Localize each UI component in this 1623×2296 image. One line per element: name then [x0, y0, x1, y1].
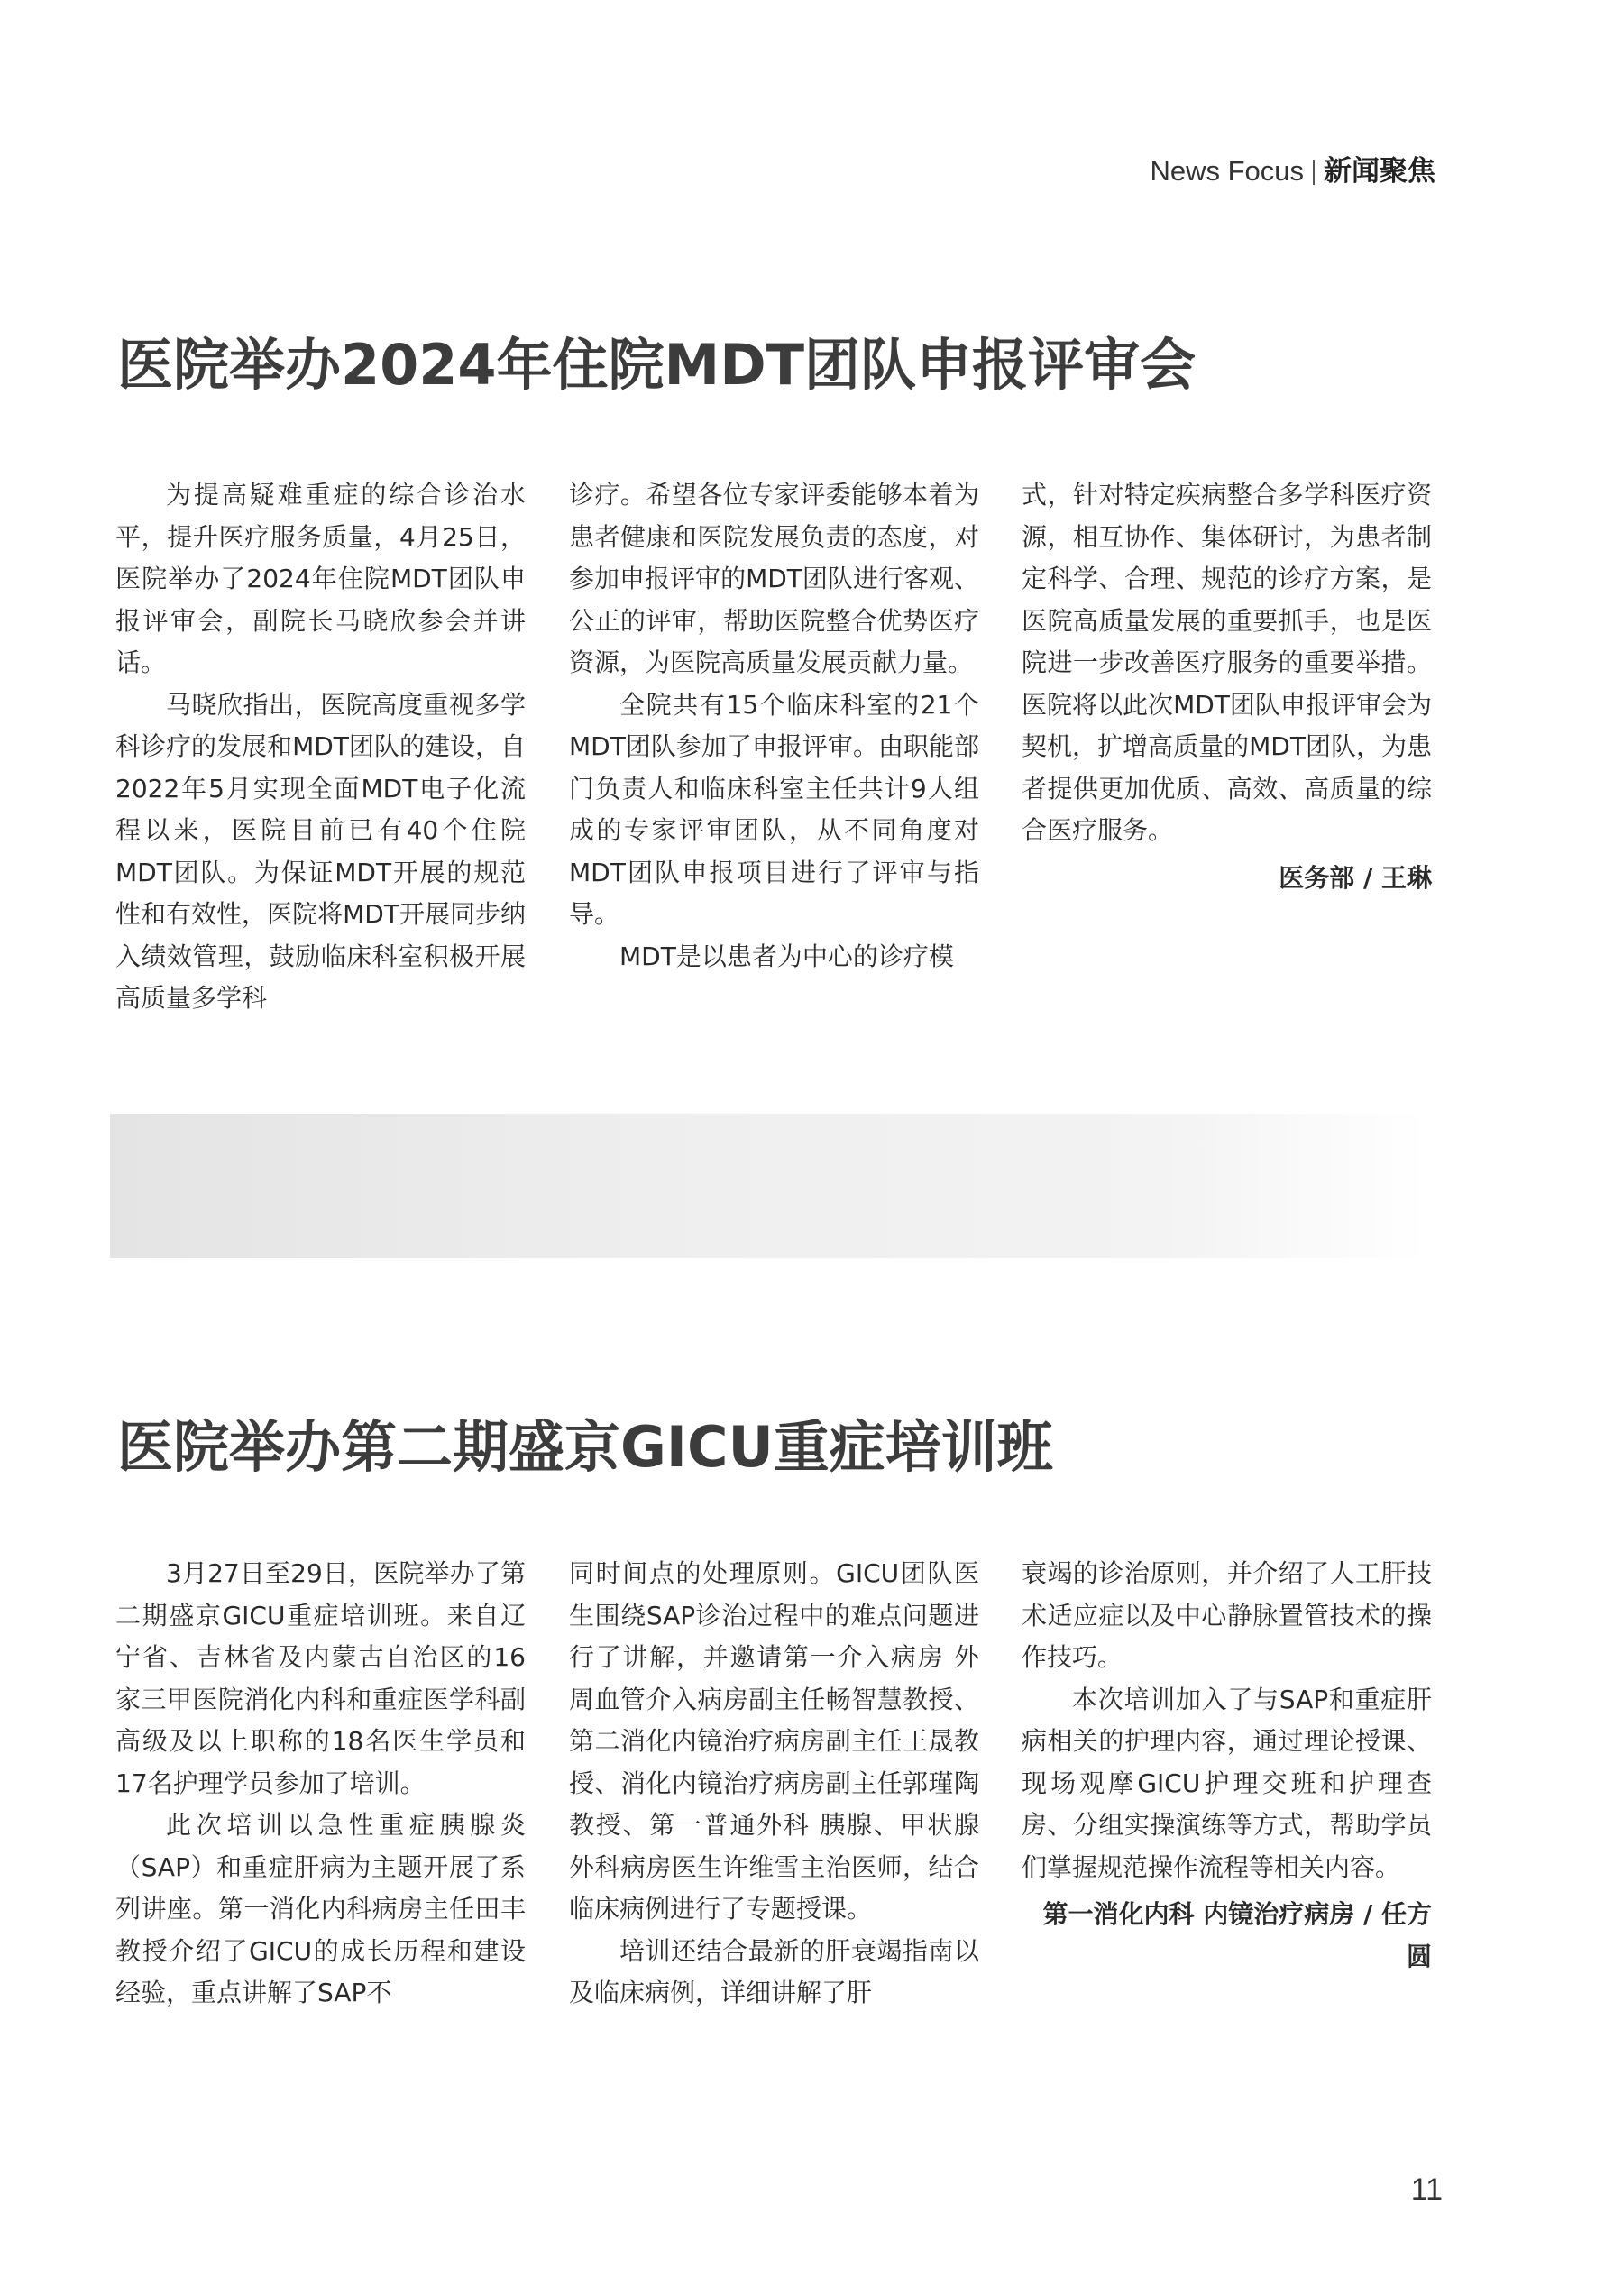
paragraph: 式，针对特定疾病整合多学科医疗资源，相互协作、集体研讨，为患者制定科学、合理、规范的诊疗方案，是医院高质量发展的重要抓手，也是医院进一步改善医疗服务的重要举措。医院将以此次MDT团队申报评审会为契机，扩增高质量的MDT团队，为患者提供更加优质、高效、高质量的综合医疗服务。 — [1022, 480, 1432, 845]
article-title-mdt: 医院举办2024年住院MDT团队申报评审会 — [117, 332, 1197, 398]
article-column — [1022, 474, 1432, 899]
section-name-en: News Focus — [1150, 155, 1304, 187]
paragraph: 衰竭的诊治原则，并介绍了人工肝技术适应症以及中心静脉置管技术的操作技巧。 — [1022, 1558, 1432, 1672]
article-column — [115, 1553, 526, 2015]
paragraph: 培训还结合最新的肝衰竭指南以及临床病例，详细讲解了肝 — [569, 1935, 979, 2007]
paragraph: MDT是以患者为中心的诊疗模 — [619, 941, 954, 971]
article-byline: 医务部 / 王琳 — [1279, 862, 1432, 893]
paragraph: 此次培训以急性重症胰腺炎（SAP）和重症肝病为主题开展了系列讲座。第一消化内科病房主任田丰教授介绍了GICU的成长历程和建设经验，重点讲解了SAP不 — [115, 1810, 526, 2007]
page-number: 11 — [1410, 2172, 1443, 2207]
article-column — [115, 474, 526, 1020]
section-name-zh: 新闻聚焦 — [1324, 155, 1435, 188]
paragraph: 3月27日至29日，医院举办了第二期盛京GICU重症培训班。来自辽宁省、吉林省及内蒙古自治区的16家三甲医院消化内科和重症医学科副高级及以上职称的18名医生学员和17名护理学员参加了培训。 — [115, 1558, 526, 1798]
paragraph: 马晓欣指出，医院高度重视多学科诊疗的发展和MDT团队的建设，自2022年5月实现全面MDT电子化流程以来，医院目前已有40个住院MDT团队。为保证MDT开展的规范性和有效性，医院将MDT开展同步纳入绩效管理，鼓励临床科室积极开展高质量多学科 — [115, 689, 526, 1013]
article-title-gicu: 医院举办第二期盛京GICU重症培训班 — [117, 1414, 1053, 1480]
paragraph: 全院共有15个临床科室的21个MDT团队参加了申报评审。由职能部门负责人和临床科室主任共计9人组成的专家评审团队，从不同角度对MDT团队申报项目进行了评审与指导。 — [569, 689, 979, 929]
paragraph: 诊疗。希望各位专家评委能够本着为患者健康和医院发展负责的态度，对参加申报评审的MDT团队进行客观、公正的评审，帮助医院整合优势医疗资源，为医院高质量发展贡献力量。 — [569, 480, 979, 677]
paragraph: 为提高疑难重症的综合诊治水平，提升医疗服务质量，4月25日，医院举办了2024年住院MDT团队申报评审会，副院长马晓欣参会并讲话。 — [115, 480, 526, 677]
article-column — [1022, 1553, 1432, 1978]
paragraph: 同时间点的处理原则。GICU团队医生围绕SAP诊治过程中的难点问题进行了讲解，并邀请第一介入病房 外周血管介入病房副主任畅智慧教授、第二消化内镜治疗病房副主任王晟教授、消化内镜治疗病房副主任郭瑾陶教授、第一普通外科 胰腺、甲状腺外科病房医生许维雪主治医师，结合临床病例进行了专题授课。 — [569, 1558, 979, 1924]
article-column — [569, 474, 979, 978]
decorative-banner — [110, 1114, 1426, 1258]
paragraph: 本次培训加入了与SAP和重症肝病相关的护理内容，通过理论授课、现场观摩GICU护理交班和护理查房、分组实操演练等方式，帮助学员们掌握规范操作流程等相关内容。 — [1022, 1684, 1432, 1882]
section-header — [1150, 152, 1435, 191]
article-byline: 第一消化内科 内镜治疗病房 / 任方圆 — [1042, 1899, 1432, 1971]
article-column — [569, 1553, 979, 2015]
header-divider — [1313, 160, 1315, 185]
